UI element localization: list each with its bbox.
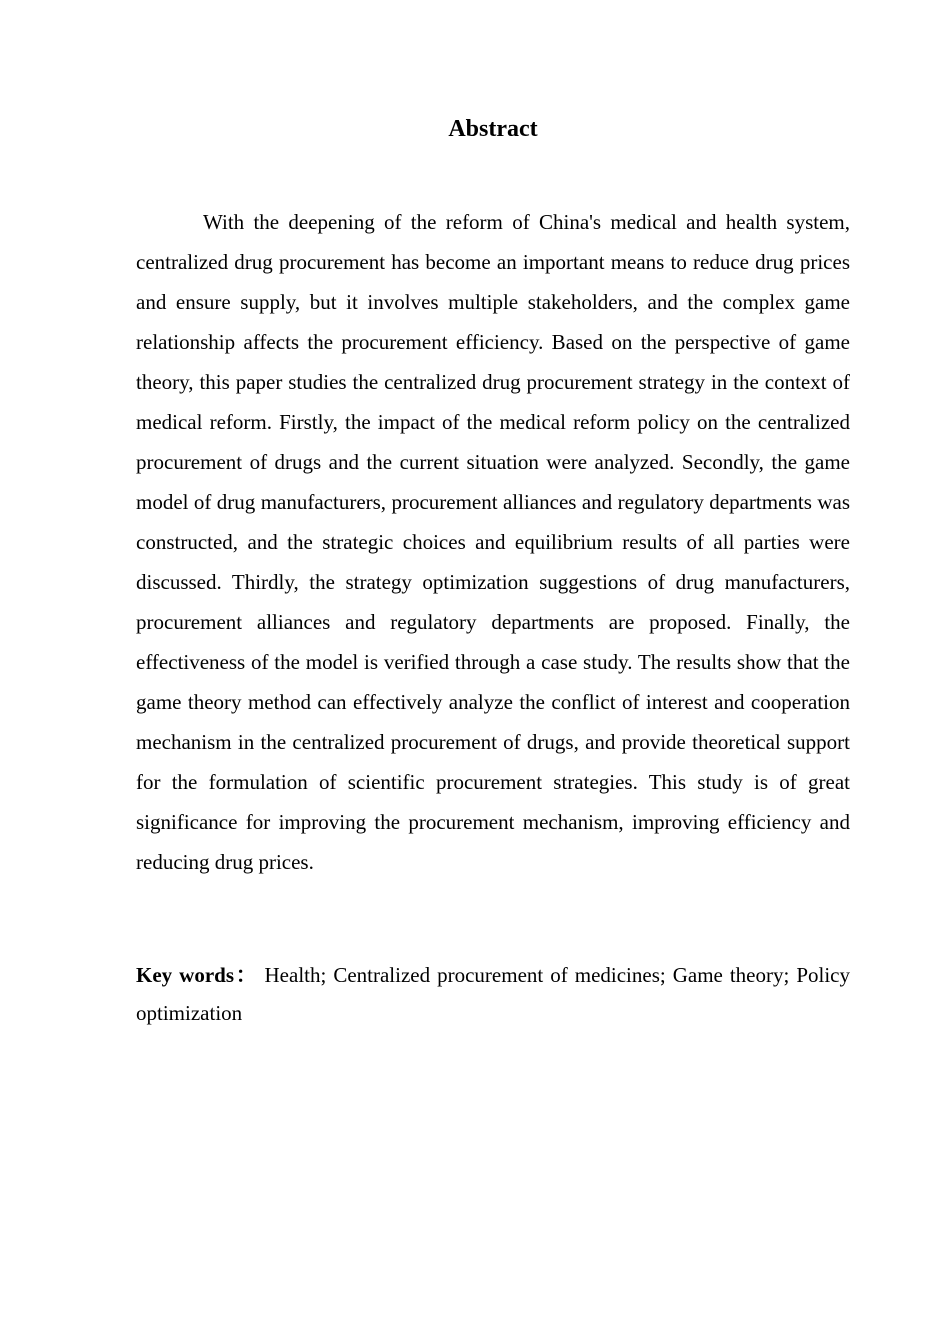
keywords-separator: ： — [234, 963, 259, 987]
keywords-label: Key words — [136, 963, 234, 987]
keywords-text: Health; Centralized procurement of medicines; Game theory; Policy optimization — [136, 963, 861, 1025]
page-title: Abstract — [448, 116, 538, 142]
keywords-line — [136, 956, 861, 1032]
abstract-paragraph: With the deepening of the reform of China's medical and health system, centralized drug procurement has become an important means to reduce drug prices and ensure supply, but it involves multiple stakeholders, and the complex game relationship affects the procurement efficiency. Based on the perspective of game theory, this paper studies the centralized drug procurement strategy in the context of medical reform. Firstly, the impact of the medical reform policy on the centralized procurement of drugs and the current situation were analyzed. Secondly, the game model of drug manufacturers, procurement alliances and regulatory departments was constructed, and the strategic choices and equilibrium results of all parties were discussed. Thirdly, the strategy optimization suggestions of drug manufacturers, procurement alliances and regulatory departments are proposed. Finally, the effectiveness of the model is verified through a case study. The results show that the game theory method can effectively analyze the conflict of interest and cooperation mechanism in the centralized procurement of drugs, and provide theoretical support for the formulation of scientific procurement strategies. This study is of great significance for improving the procurement mechanism, improving efficiency and reducing drug prices. — [136, 210, 850, 874]
